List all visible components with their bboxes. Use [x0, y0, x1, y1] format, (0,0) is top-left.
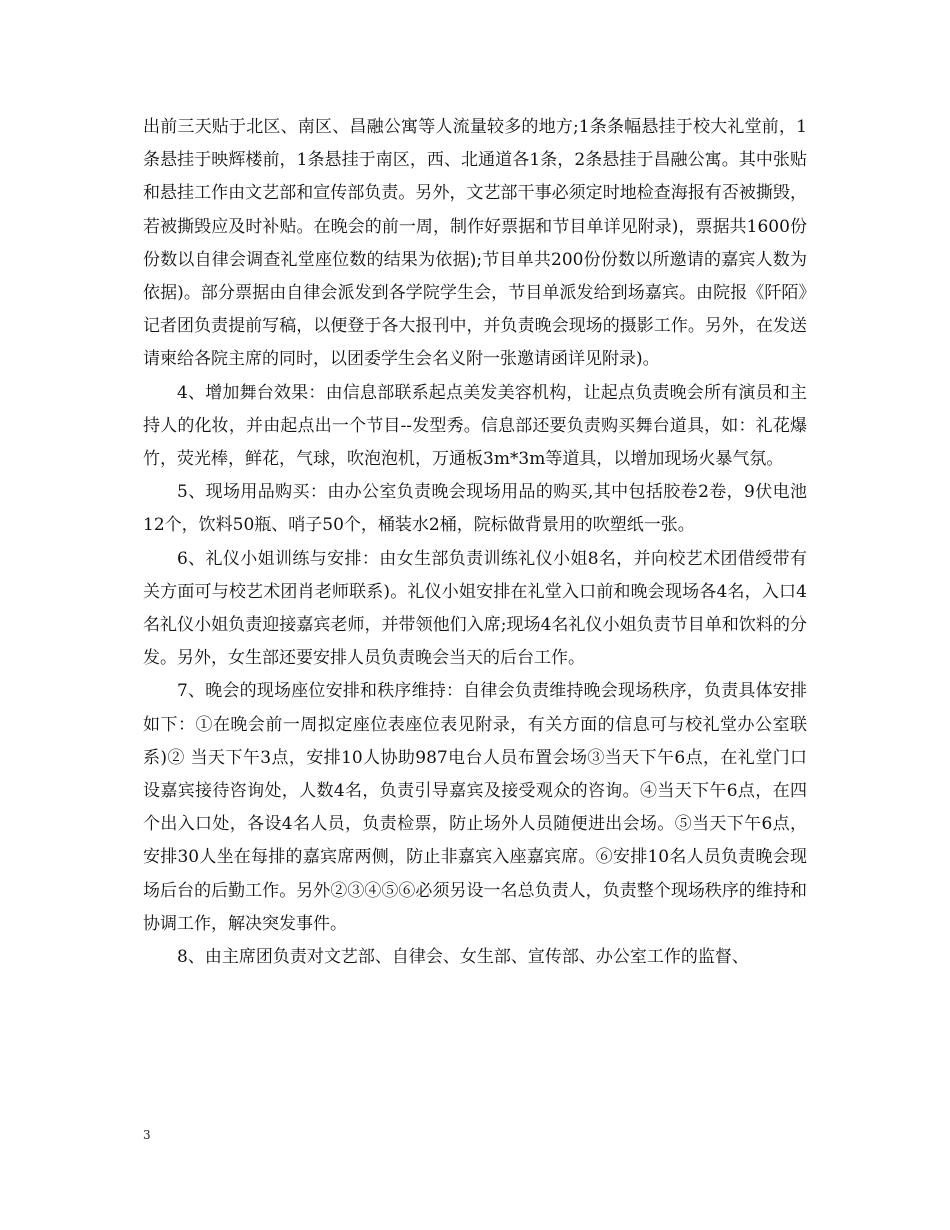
- paragraph-onsite-supplies: 5、现场用品购买：由办公室负责晚会现场用品的购买,其中包括胶卷2卷，9伏电池12个，饮料50瓶、哨子50个，桶装水2桶，院标做背景用的吹塑纸一张。: [143, 482, 807, 536]
- paragraph-publicity-continued: 出前三天贴于北区、南区、昌融公寓等人流量较多的地方;1条条幅悬挂于校大礼堂前，1条悬挂于映辉楼前，1条悬挂于南区，西、北通道各1条，2条悬挂于昌融公寓。其中张贴和悬挂工作由文艺部和宣传部负责。另外，文艺部干事必须定时地检查海报有否被撕毁，若被撕毁应及时补贴。在晚会的前一周，制作好票据和节目单详见附录)，票据共1600份份数以自律会调查礼堂座位数的结果为依据);节目单共200份份数以所邀请的嘉宾人数为依据)。部分票据由自律会派发到各学院学生会，节目单派发给到场嘉宾。由院报《阡陌》记者团负责提前写稿，以便登于各大报刊中，并负责晚会现场的摄影工作。另外，在发送请柬给各院主席的同时，以团委学生会名义附一张邀请函详见附录)。: [143, 117, 807, 370]
- page-number: 3: [143, 1128, 151, 1142]
- paragraph-stage-effects: 4、增加舞台效果：由信息部联系起点美发美容机构，让起点负责晚会所有演员和主持人的化妆，并由起点出一个节目--发型秀。信息部还要负责购买舞台道具，如：礼花爆竹，荧光棒，鲜花，气球，吹泡泡机，万通板3m*3m等道具，以增加现场火暴气氛。: [143, 382, 807, 470]
- paragraph-presidium-supervision: 8、由主席团负责对文艺部、自律会、女生部、宣传部、办公室工作的监督、: [177, 947, 749, 968]
- document-body: [143, 111, 807, 974]
- paragraph-etiquette-hostesses: 6、礼仪小姐训练与安排：由女生部负责训练礼仪小姐8名，并向校艺术团借绶带有关方面可与校艺术团肖老师联系)。礼仪小姐安排在礼堂入口前和晚会现场各4名，入口4名礼仪小姐负责迎接嘉宾老师，并带领他们入席;现场4名礼仪小姐负责节目单和饮料的分发。另外，女生部还要安排人员负责晚会当天的后台工作。: [143, 548, 807, 669]
- paragraph-seating-and-order: 7、晚会的现场座位安排和秩序维持：自律会负责维持晚会现场秩序，负责具体安排如下：①在晚会前一周拟定座位表座位表见附录，有关方面的信息可与校礼堂办公室联系)② 当天下午3点，安排10人协助987电台人员布置会场③当天下午6点，在礼堂门口设嘉宾接待咨询处，人数4名，负责引导嘉宾及接受观众的咨询。④当天下午6点，在四个出入口处，各设4名人员，负责检票，防止场外人员随便进出会场。⑤当天下午6点，安排30人坐在每排的嘉宾席两侧，防止非嘉宾入座嘉宾席。⑥安排10名人员负责晚会现场后台的后勤工作。另外②③④⑤⑥必须另设一名总负责人，负责整个现场秩序的维持和协调工作，解决突发事件。: [143, 681, 807, 934]
